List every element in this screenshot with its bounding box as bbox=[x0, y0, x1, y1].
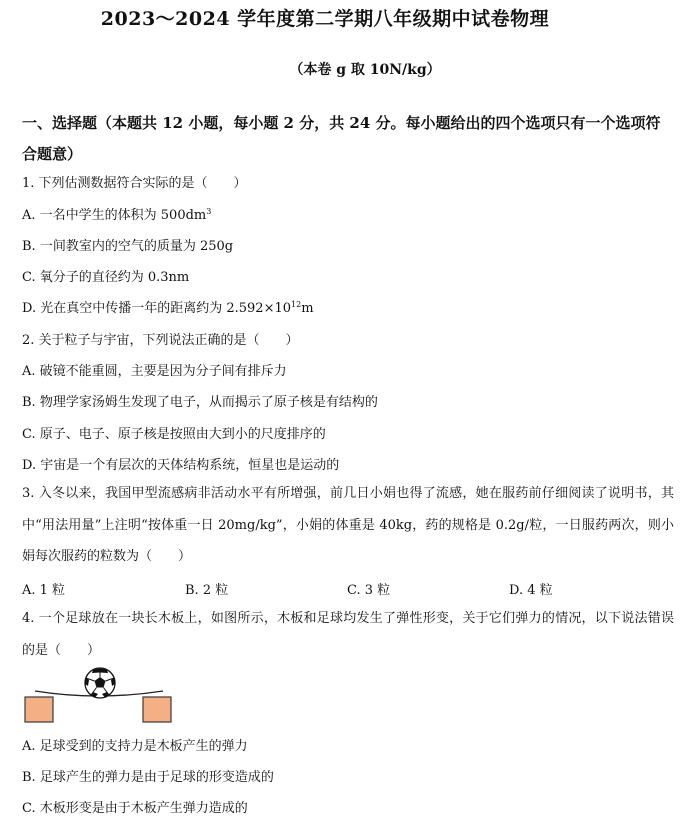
question-1-option-a bbox=[22, 204, 211, 223]
question-3-stem: 3. 入冬以来，我国甲型流感病非活动水平有所增强，前几日小娟也得了流感，她在服药前仔细阅读了说明书，其中“用法用量”上注明“按体重一日 20mg/kg”，小娟的体重是 40kg，药的规格是 0.2g/粒，一日服药两次，则小娟每次服药的粒数为（ ） bbox=[22, 486, 674, 564]
option-d-exponent: 12 bbox=[291, 300, 302, 309]
question-3-option-d: D. 4 粒 bbox=[509, 583, 553, 598]
question-1-option-c: C. 氧分子的直径约为 0.3nm bbox=[22, 270, 190, 285]
question-3-option-b: B. 2 粒 bbox=[185, 583, 229, 598]
right-support-block bbox=[143, 697, 171, 722]
question-3-option-a: A. 1 粒 bbox=[22, 583, 66, 598]
question-4-option-a: A. 足球受到的支持力是木板产生的弹力 bbox=[22, 739, 248, 754]
football-on-board-figure bbox=[22, 664, 172, 726]
page-subtitle: （本卷 g 取 10N/kg） bbox=[289, 62, 441, 78]
question-2-option-b: B. 物理学家汤姆生发现了电子，从而揭示了原子核是有结构的 bbox=[22, 395, 378, 410]
question-4-option-b: B. 足球产生的弹力是由于足球的形变造成的 bbox=[22, 770, 274, 785]
question-2-option-c: C. 原子、电子、原子核是按照由大到小的尺度排序的 bbox=[22, 427, 326, 442]
question-4-stem: 4. 一个足球放在一块长木板上，如图所示，木板和足球均发生了弹性形变，关于它们弹力的情况，以下说法错误的是（ ） bbox=[22, 611, 674, 658]
page-title: 2023～2024 学年度第二学期八年级期中试卷物理 bbox=[100, 8, 550, 30]
question-4-option-c: C. 木板形变是由于木板产生弹力造成的 bbox=[22, 801, 248, 816]
question-1-stem: 1. 下列估测数据符合实际的是（ ） bbox=[22, 176, 247, 191]
question-3-option-c: C. 3 粒 bbox=[347, 583, 391, 598]
option-a-text: A. 一名中学生的体积为 500dm bbox=[22, 208, 207, 223]
option-a-exponent: 3 bbox=[206, 207, 212, 216]
question-1-option-b: B. 一间教室内的空气的质量为 250g bbox=[22, 239, 234, 254]
option-d-text: D. 光在真空中传播一年的距离约为 2.592×10 bbox=[22, 301, 292, 316]
question-2-option-d: D. 宇宙是一个有层次的天体结构系统，恒星也是运动的 bbox=[22, 458, 340, 473]
section-heading: 一、选择题（本题共 12 小题，每小题 2 分，共 24 分。每小题给出的四个选项只有一个选项符合题意） bbox=[22, 114, 661, 163]
football-icon bbox=[85, 668, 115, 698]
question-1-option-d bbox=[22, 297, 314, 316]
question-2-stem: 2. 关于粒子与宇宙，下列说法正确的是（ ） bbox=[22, 333, 299, 348]
left-support-block bbox=[25, 697, 53, 722]
option-d-unit: m bbox=[301, 301, 314, 316]
question-2-option-a: A. 破镜不能重圆，主要是因为分子间有排斥力 bbox=[22, 364, 287, 379]
